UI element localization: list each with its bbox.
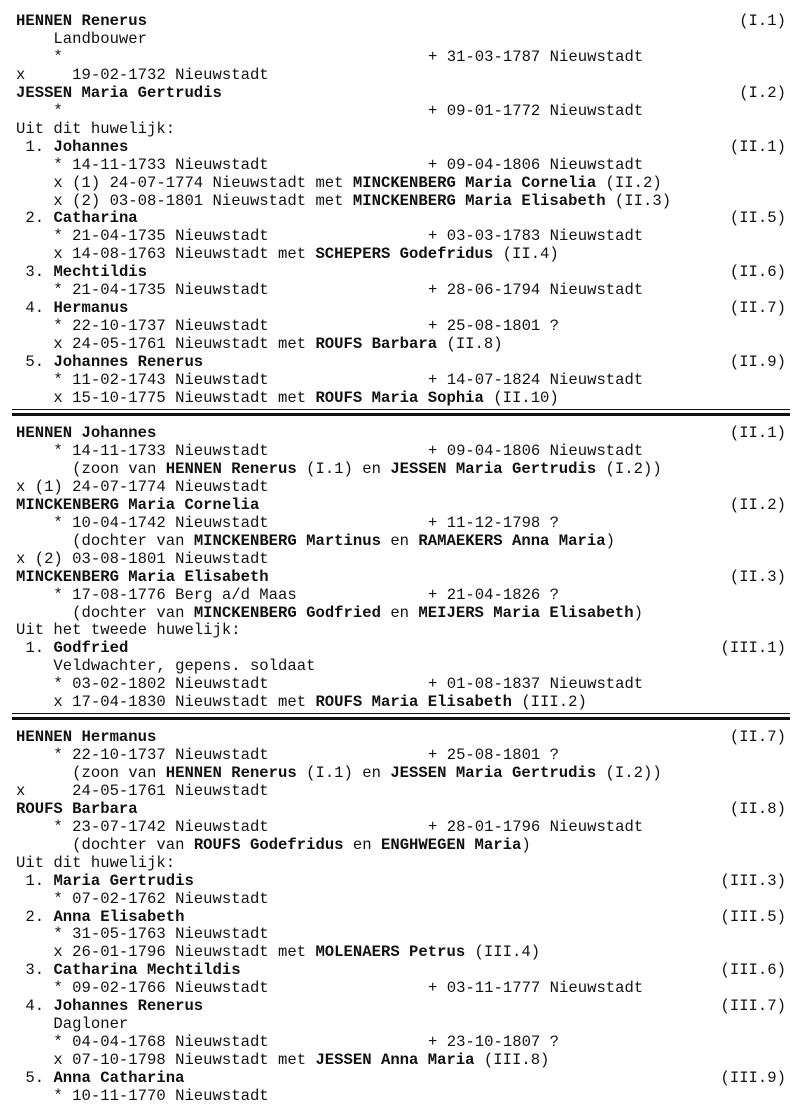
text-segment: Uit het tweede huwelijk: [16,621,241,640]
text-segment: x (1) 24-07-1774 Nieuwstadt met [16,173,353,192]
death-date: + 09-04-1806 Nieuwstadt [428,441,644,460]
record-line [0,209,800,227]
record-line [0,854,800,872]
record-line [0,675,800,693]
text-segment: Uit dit huwelijk: [16,119,176,138]
record-line [0,997,800,1015]
person-name: JESSEN Maria Gertrudis [16,83,222,102]
text-segment: (II.8) [437,335,503,354]
record-line [0,1069,800,1087]
reference-code: (II.7) [729,728,786,746]
record-line [0,1033,800,1051]
text-segment: Landbouwer [16,29,148,48]
text-segment: * 10-04-1742 Nieuwstadt [16,513,269,532]
text-segment: ) [521,835,531,854]
person-name: Anna Catharina [53,1069,185,1088]
record-line [0,299,800,317]
line-text [16,639,128,657]
record-line [0,371,800,389]
reference-code: (II.1) [729,424,786,442]
text-segment: * [16,47,63,66]
text-segment: x 07-10-1798 Nieuwstadt met [16,1051,316,1070]
record-line [0,1087,800,1105]
line-text [16,836,531,854]
person-name: MINCKENBERG Maria Cornelia [352,173,597,192]
line-text [16,621,241,639]
death-date: + 03-11-1777 Nieuwstadt [428,979,644,998]
person-name: HENNEN Johannes [16,424,157,442]
reference-code: (II.2) [729,495,786,514]
record-line [0,568,800,586]
person-name: HENNEN Renerus [165,763,297,782]
record-line [0,48,800,66]
record-line [0,335,800,353]
record-line [0,604,800,622]
line-text [16,586,297,604]
record-line [0,1015,800,1033]
line-text [16,657,315,675]
person-name: MINCKENBERG Martinus [193,531,381,550]
text-segment: (I.1) en [296,763,391,782]
record-line [0,693,800,711]
text-segment: * 10-11-1770 Nieuwstadt [16,1087,269,1105]
person-name: JESSEN Anna Maria [315,1051,475,1070]
line-text [16,532,615,550]
text-segment: 3. [16,263,54,282]
text-segment: 4. [16,997,54,1016]
line-text [16,263,147,281]
line-text [16,746,269,764]
death-date: + 28-06-1794 Nieuwstadt [428,281,644,300]
record-line [0,764,800,782]
line-text [16,1087,269,1105]
text-segment: en [343,835,381,854]
text-segment: 3. [16,961,54,980]
text-segment: (I.2)) [596,763,662,782]
text-segment: * 23-07-1742 Nieuwstadt [16,817,269,836]
line-text [16,961,241,979]
person-name: HENNEN Renerus [165,459,297,478]
line-text [16,102,63,120]
record-line [0,925,800,943]
reference-code: (II.8) [729,799,786,818]
record-line [0,156,800,174]
line-text [16,675,269,693]
reference-code: (III.1) [720,639,786,658]
line-text [16,1069,184,1087]
record-line [0,621,800,639]
text-segment: * 21-04-1735 Nieuwstadt [16,281,269,300]
line-text [16,1033,269,1051]
record-line [0,66,800,84]
person-name: SCHEPERS Godefridus [315,245,494,264]
text-segment: 5. [16,353,54,372]
death-date: + 28-01-1796 Nieuwstadt [428,817,644,836]
record-line [0,102,800,120]
record-line [0,818,800,836]
record-line [0,746,800,764]
record-line [0,478,800,496]
text-segment: x 15-10-1775 Nieuwstadt met [16,388,316,407]
text-segment: * 07-02-1762 Nieuwstadt [16,889,269,908]
record-line [0,442,800,460]
line-text [16,227,269,245]
record-line [0,120,800,138]
person-name: MOLENAERS Petrus [315,943,466,962]
record-line [0,12,800,30]
record-line [0,836,800,854]
section-divider [12,713,790,720]
record-line [0,174,800,192]
person-name: Mechtildis [53,263,148,282]
death-date: + 25-08-1801 ? [428,745,560,764]
record-line [0,227,800,245]
text-segment: (zoon van [16,459,166,478]
text-segment: (II.10) [483,388,559,407]
person-name: HENNEN Renerus [16,12,148,30]
record-line [0,496,800,514]
record-line [0,586,800,604]
text-segment: * 03-02-1802 Nieuwstadt [16,675,269,694]
line-text [16,317,269,335]
person-name: Johannes [53,137,129,156]
line-text [16,997,203,1015]
person-name: ROUFS Maria Sophia [315,388,484,407]
line-text [16,30,147,48]
person-name: ROUFS Godefridus [193,835,344,854]
reference-code: (II.5) [729,209,786,228]
line-text [16,66,269,84]
text-segment: 2. [16,907,54,926]
death-date: + 11-12-1798 ? [428,513,560,532]
person-name: MINCKENBERG Maria Elisabeth [352,191,606,210]
record-line [0,657,800,675]
line-text [16,192,671,210]
person-name: Godfried [53,639,129,658]
reference-code: (III.9) [720,1069,786,1088]
record-line [0,389,800,407]
person-name: ROUFS Barbara [315,335,438,354]
line-text [16,281,269,299]
line-text [16,908,184,926]
line-text [16,335,503,353]
text-segment: (III.8) [474,1051,550,1070]
reference-code: (II.6) [729,263,786,282]
text-segment: (II.3) [605,191,672,210]
record-line [0,514,800,532]
text-segment: 1. [16,871,54,890]
text-segment: 1. [16,639,54,658]
person-name: Anna Elisabeth [53,907,185,926]
person-name: ROUFS Maria Elisabeth [315,693,512,712]
line-text [16,1051,549,1069]
death-date: + 23-10-1807 ? [428,1033,560,1052]
death-date: + 25-08-1801 ? [428,317,560,336]
reference-code: (I.2) [739,83,786,102]
reference-code: (II.1) [729,137,786,156]
text-segment: * 09-02-1766 Nieuwstadt [16,979,269,998]
text-segment: 4. [16,299,54,318]
line-text [16,604,643,622]
line-text [16,460,662,478]
death-date: + 31-03-1787 Nieuwstadt [428,47,644,66]
line-text [16,209,138,227]
line-text [16,568,269,586]
text-segment: x 24-05-1761 Nieuwstadt [16,781,269,800]
record-line [0,245,800,263]
reference-code: (II.7) [729,299,786,318]
line-text [16,728,156,746]
record-line [0,281,800,299]
section-divider [12,409,790,416]
text-segment: * 14-11-1733 Nieuwstadt [16,441,269,460]
text-segment: en [380,531,419,550]
line-text [16,120,175,138]
person-name: Catharina [53,209,138,228]
text-segment: (dochter van [16,603,194,622]
person-name: MINCKENBERG Godfried [193,603,381,622]
line-text [16,693,587,711]
line-text [16,12,147,30]
text-segment: (II.2) [596,173,662,192]
text-segment: * 22-10-1737 Nieuwstadt [16,745,269,764]
person-name: MINCKENBERG Maria Cornelia [16,495,260,514]
reference-code: (III.7) [720,997,786,1016]
person-name: ENGHWEGEN Maria [380,835,522,854]
person-name: Johannes Renerus [53,353,204,372]
line-text [16,872,194,890]
line-text [16,818,269,836]
line-text [16,424,156,442]
person-name: Catharina Mechtildis [53,961,241,980]
record-line [0,30,800,48]
record-line [0,979,800,997]
reference-code: (III.3) [720,871,786,890]
text-segment: (II.4) [493,245,559,264]
text-segment: * 21-04-1735 Nieuwstadt [16,227,269,246]
record-line [0,317,800,335]
line-text [16,782,269,800]
record-line [0,84,800,102]
text-segment: en [380,603,419,622]
text-segment: 1. [16,137,54,156]
record-line [0,353,800,371]
record-line [0,460,800,478]
text-segment: (III.4) [465,943,541,962]
line-text [16,156,269,174]
death-date: + 21-04-1826 ? [428,585,560,604]
text-segment: * 14-11-1733 Nieuwstadt [16,155,269,174]
person-name: Johannes Renerus [53,997,204,1016]
person-name: MEIJERS Maria Elisabeth [418,603,634,622]
line-text [16,890,269,908]
record-line [0,263,800,281]
text-segment: * 31-05-1763 Nieuwstadt [16,925,269,944]
text-segment: x (1) 24-07-1774 Nieuwstadt [16,477,269,496]
record-line [0,192,800,210]
record-line [0,639,800,657]
line-text [16,138,128,156]
text-segment: ) [633,603,643,622]
text-segment: 2. [16,209,54,228]
record-line [0,532,800,550]
line-text [16,496,259,514]
text-segment: x 24-05-1761 Nieuwstadt met [16,335,316,354]
death-date: + 09-04-1806 Nieuwstadt [428,155,644,174]
person-name: JESSEN Maria Gertrudis [390,459,597,478]
line-text [16,925,269,943]
text-segment: x (2) 03-08-1801 Nieuwstadt met [16,191,353,210]
record-line [0,138,800,156]
text-segment: x 17-04-1830 Nieuwstadt met [16,693,316,712]
death-date: + 09-01-1772 Nieuwstadt [428,101,644,120]
person-name: Maria Gertrudis [53,871,194,890]
person-name: Hermanus [53,299,129,318]
line-text [16,371,269,389]
line-text [16,854,175,872]
person-name: RAMAEKERS Anna Maria [418,531,606,550]
text-segment: * [16,101,63,120]
text-segment: Veldwachter, gepens. soldaat [16,657,316,676]
line-text [16,800,138,818]
text-segment: Dagloner [16,1015,129,1034]
reference-code: (III.5) [720,907,786,926]
record-line [0,943,800,961]
death-date: + 14-07-1824 Nieuwstadt [428,371,644,389]
text-segment: (dochter van [16,835,194,854]
line-text [16,48,63,66]
reference-code: (II.3) [729,567,786,586]
text-segment: x 14-08-1763 Nieuwstadt met [16,245,316,264]
record-line [0,872,800,890]
record-line [0,800,800,818]
text-segment: (III.2) [511,693,587,712]
text-segment: * 04-04-1768 Nieuwstadt [16,1033,269,1052]
record-line [0,728,800,746]
record-line [0,550,800,568]
line-text [16,764,662,782]
text-segment: * 17-08-1776 Berg a/d Maas [16,585,297,604]
text-segment: * 11-02-1743 Nieuwstadt [16,371,269,389]
text-segment: x (2) 03-08-1801 Nieuwstadt [16,549,269,568]
record-line [0,782,800,800]
line-text [16,84,222,102]
line-text [16,245,559,263]
line-text [16,943,540,961]
text-segment: Uit dit huwelijk: [16,853,176,872]
text-segment: (zoon van [16,763,166,782]
line-text [16,299,128,317]
text-segment: x 19-02-1732 Nieuwstadt [16,65,269,84]
line-text [16,353,203,371]
death-date: + 03-03-1783 Nieuwstadt [428,227,644,246]
text-segment: (I.1) en [296,459,391,478]
person-name: MINCKENBERG Maria Elisabeth [16,567,269,586]
line-text [16,550,269,568]
line-text [16,478,269,496]
record-line [0,908,800,926]
text-segment: (dochter van [16,531,194,550]
record-line [0,424,800,442]
reference-code: (I.1) [739,12,786,30]
person-name: JESSEN Maria Gertrudis [390,763,597,782]
death-date: + 01-08-1837 Nieuwstadt [428,675,644,694]
text-segment: 5. [16,1069,54,1088]
text-segment: ) [605,531,615,550]
line-text [16,442,269,460]
record-line [0,890,800,908]
reference-code: (III.6) [720,961,786,980]
text-segment: x 26-01-1796 Nieuwstadt met [16,943,316,962]
person-name: ROUFS Barbara [16,799,138,818]
reference-code: (II.9) [729,353,786,372]
line-text [16,1015,128,1033]
line-text [16,389,559,407]
line-text [16,979,269,997]
record-line [0,961,800,979]
line-text [16,514,269,532]
line-text [16,174,662,192]
person-name: HENNEN Hermanus [16,728,157,746]
text-segment: (I.2)) [596,459,662,478]
record-line [0,1051,800,1069]
text-segment: * 22-10-1737 Nieuwstadt [16,317,269,336]
